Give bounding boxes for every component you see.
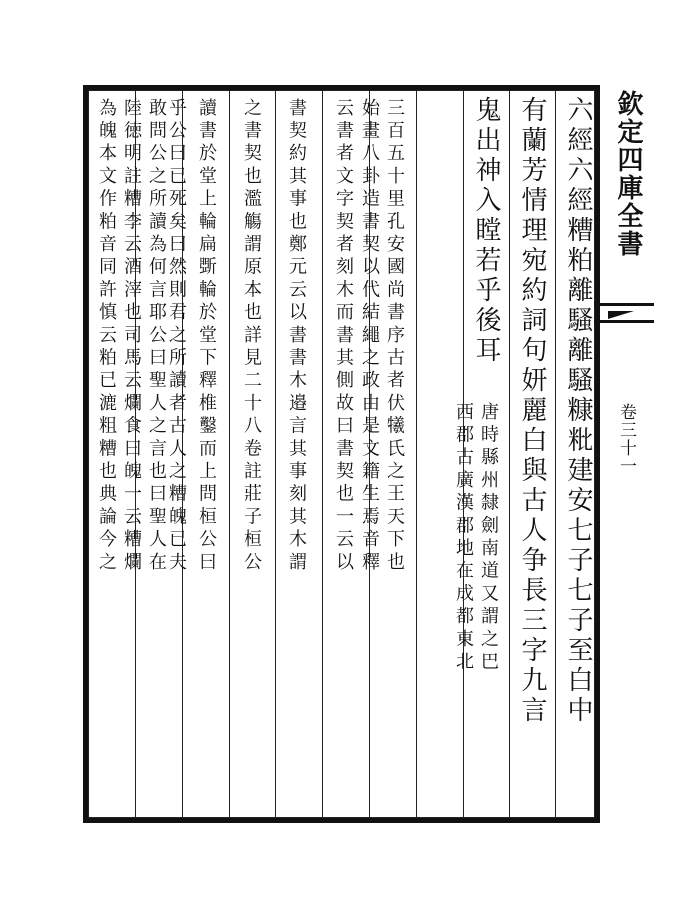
text-column-2: 有蘭芳情理宛約詞句妍麗白與古人争長三字九言 xyxy=(517,96,547,726)
text-column-3-main: 鬼出神入瞠若乎後耳 xyxy=(471,96,501,366)
book-title: 欽定四庫全書 xyxy=(613,90,643,258)
column-rule xyxy=(416,90,417,818)
text-column-14: 為魄本文作粕音同許慎云粕已漉粗糟也典論今之 xyxy=(96,98,117,575)
column-rule xyxy=(275,90,276,818)
text-column-13: 陸徳明註糟李云酒滓也司馬云爛食曰魄一云糟爛 xyxy=(121,98,142,575)
text-column-7: 云書者文字契者刻木而書其側故曰書契也一云以 xyxy=(333,98,354,575)
text-column-9: 之書契也濫觴謂原本也詳見二十八卷註莊子桓公 xyxy=(241,98,262,575)
text-column-1: 六經六經糟粕離騷離騷糠粃建安七子七子至白中 xyxy=(563,96,593,726)
text-column-11: 敢問公之所讀為何言耶公曰聖人之言也曰聖人在 xyxy=(146,98,167,575)
volume-number: 卷三十一 xyxy=(616,403,636,475)
text-column-12: 乎公曰已死矣曰然則君之所讀者古人之糟魄已夫 xyxy=(166,98,187,575)
fish-tail-triangle-icon xyxy=(594,311,654,319)
text-column-8: 書契約其事也鄭元云以書書木邉言其事刻其木謂 xyxy=(286,98,307,575)
text-column-4: 西郡古廣漢郡地在成都東北 xyxy=(453,402,474,675)
column-rule xyxy=(555,90,556,818)
text-column-6: 始畫八卦造書契以代結繩之政由是文籍生焉音釋 xyxy=(359,98,380,575)
column-rule xyxy=(322,90,323,818)
page-margin-strip xyxy=(600,85,660,823)
text-column-3-note: 唐時縣州隸劍南道又謂之巴 xyxy=(478,402,499,675)
text-column-5: 三百五十里孔安國尚書序古者伏犧氏之王天下也 xyxy=(384,98,405,575)
column-rule xyxy=(229,90,230,818)
text-column-10: 讀書於堂上輪扁斲輪於堂下釋椎鑿而上問桓公曰 xyxy=(196,98,217,575)
column-rule xyxy=(509,90,510,818)
